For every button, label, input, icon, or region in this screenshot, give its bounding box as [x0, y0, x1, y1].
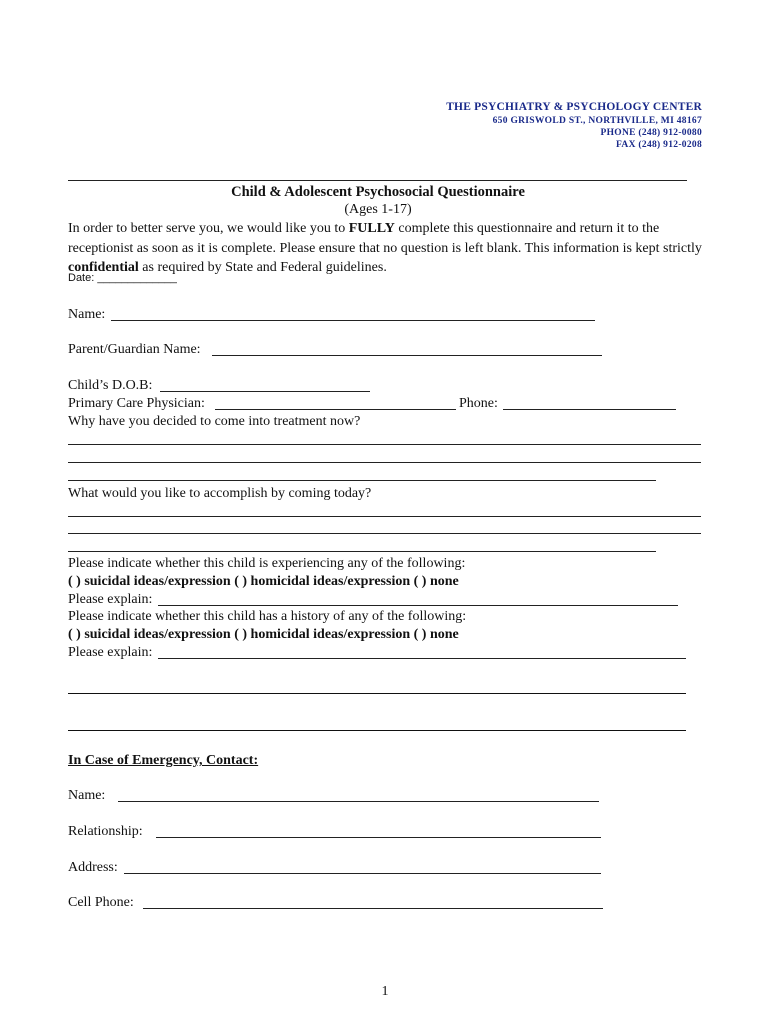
org-address: 650 GRISWOLD ST., NORTHVILLE, MI 48167: [492, 116, 702, 126]
letterhead: [446, 100, 702, 151]
name-input-line[interactable]: [111, 320, 595, 321]
emergency-relationship-input-line[interactable]: [156, 837, 601, 838]
why-line-3[interactable]: [68, 480, 656, 481]
org-name: THE PSYCHIATRY & PSYCHOLOGY CENTER: [446, 101, 702, 113]
accomplish-line-1[interactable]: [68, 516, 701, 517]
form-title: Child & Adolescent Psychosocial Questionnaire: [231, 184, 525, 200]
emergency-address-label: Address:: [68, 860, 118, 875]
emergency-heading: In Case of Emergency, Contact:: [68, 753, 259, 768]
emergency-relationship-label: Relationship:: [68, 824, 143, 839]
emergency-name-label: Name:: [68, 788, 106, 803]
explain-line-4[interactable]: [68, 730, 686, 731]
physician-label: Primary Care Physician:: [68, 396, 205, 411]
why-label: Why have you decided to come into treatment now?: [68, 414, 361, 429]
experiencing-label: Please indicate whether this child is experiencing any of the following:: [68, 556, 466, 571]
emergency-address-input-line[interactable]: [124, 873, 601, 874]
page-number: 1: [381, 984, 389, 999]
form-subtitle: (Ages 1-17): [344, 202, 412, 217]
dob-input-line[interactable]: [160, 391, 370, 392]
intro-emphasis-confidential: confidential: [68, 260, 139, 275]
header-divider: [68, 180, 687, 181]
emergency-name-input-line[interactable]: [118, 801, 599, 802]
guardian-label: Parent/Guardian Name:: [68, 342, 201, 357]
phone-label: Phone:: [459, 396, 498, 411]
physician-input-line[interactable]: [215, 409, 456, 410]
intro-paragraph: In order to better serve you, we would like you to FULLY complete this questionnaire and return it to the receptionist as soon as it is complete. Please ensure that no question is left blank. This information is kept strictly confidential as required by State and Federal guidelines.: [68, 221, 702, 275]
dob-label: Child’s D.O.B:: [68, 378, 153, 393]
emergency-cell-input-line[interactable]: [143, 908, 603, 909]
history-options[interactable]: ( ) suicidal ideas/expression ( ) homicidal ideas/expression ( ) none: [68, 627, 459, 642]
history-label: Please indicate whether this child has a history of any of the following:: [68, 609, 467, 624]
name-label: Name:: [68, 307, 106, 322]
emergency-cell-label: Cell Phone:: [68, 895, 134, 910]
explain-line-3[interactable]: [68, 693, 686, 694]
accomplish-line-2[interactable]: [68, 533, 701, 534]
org-phone: PHONE (248) 912-0080: [600, 128, 702, 138]
explain-label-2: Please explain:: [68, 645, 153, 660]
explain-label-1: Please explain:: [68, 592, 153, 607]
experiencing-options[interactable]: ( ) suicidal ideas/expression ( ) homicidal ideas/expression ( ) none: [68, 574, 459, 589]
why-line-1[interactable]: [68, 444, 701, 445]
intro-emphasis-fully: FULLY: [348, 221, 395, 236]
accomplish-label: What would you like to accomplish by coming today?: [68, 486, 372, 501]
explain-line-2[interactable]: [158, 658, 686, 659]
why-line-2[interactable]: [68, 462, 701, 463]
explain-line-1[interactable]: [158, 605, 678, 606]
org-fax: FAX (248) 912-0208: [616, 140, 702, 150]
accomplish-line-3[interactable]: [68, 551, 656, 552]
date-field[interactable]: Date: _____________: [68, 272, 177, 284]
guardian-input-line[interactable]: [212, 355, 602, 356]
phone-input-line[interactable]: [503, 409, 676, 410]
